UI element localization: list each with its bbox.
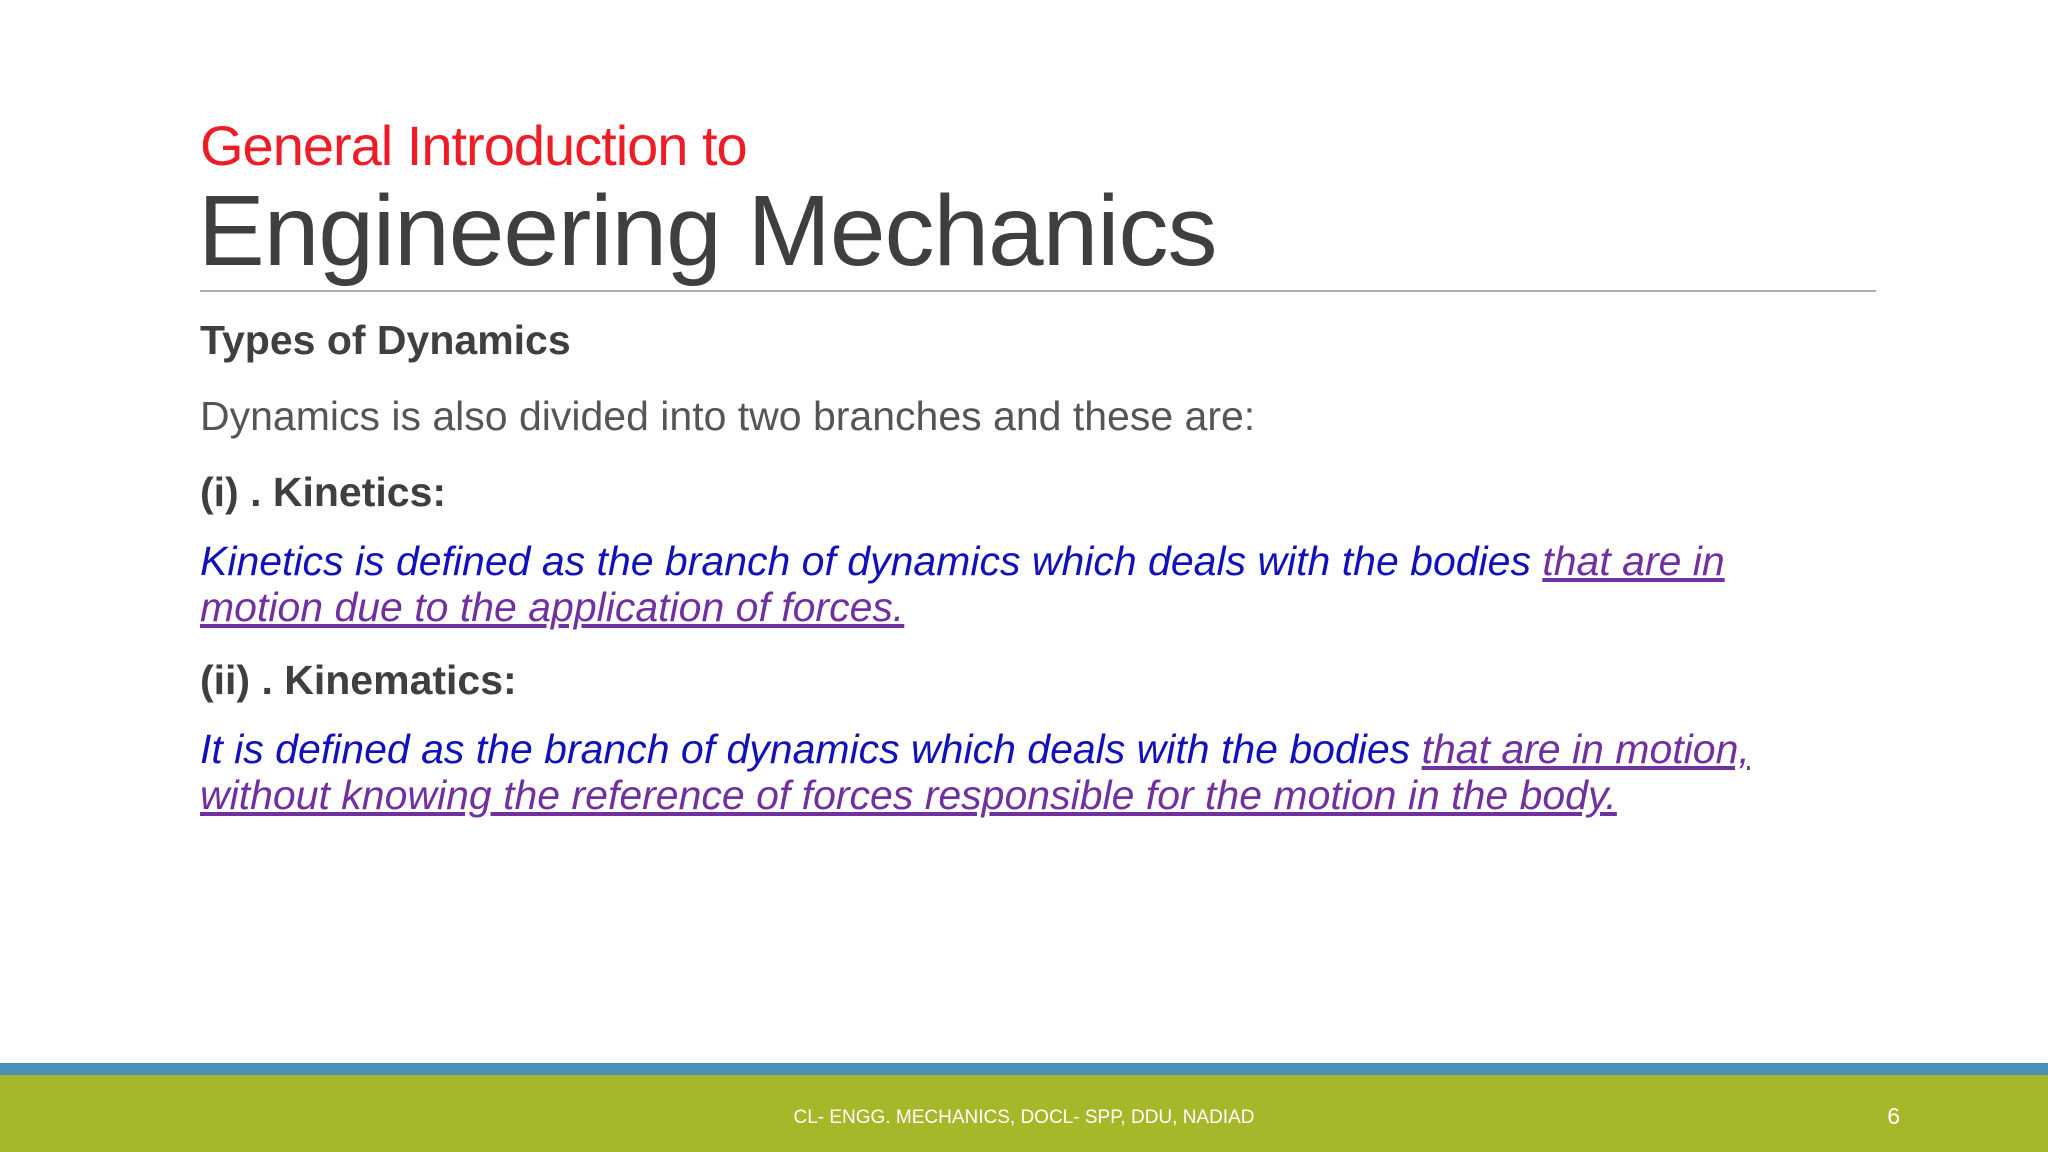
kinematics-definition-underlined: that are in motion, without knowing the reference of forces responsible for the motion in the body.: [200, 726, 1750, 818]
section-heading: Types of Dynamics: [200, 317, 571, 363]
kinetics-heading: (i) . Kinetics:: [200, 469, 447, 515]
title-prefix: General Introduction to: [200, 114, 747, 177]
slide-body: [200, 312, 1840, 818]
kinematics-definition-text: It is defined as the branch of dynamics which deals with the bodies: [200, 726, 1422, 772]
kinetics-definition-text: Kinetics is defined as the branch of dynamics which deals with the bodies: [200, 538, 1543, 584]
footer-accent-bar: [0, 1063, 2048, 1075]
kinematics-definition: [200, 726, 1840, 818]
kinematics-heading: (ii) . Kinematics:: [200, 657, 517, 703]
title-divider: [200, 290, 1876, 292]
intro-paragraph: Dynamics is also divided into two branches and these are:: [200, 393, 1256, 439]
footer-text: CL- ENGG. MECHANICS, DOCL- SPP, DDU, NADIAD: [793, 1107, 1255, 1128]
page-number: 6: [1887, 1103, 1900, 1129]
kinetics-definition: [200, 538, 1840, 630]
slide-title: Engineering Mechanics: [198, 175, 1217, 287]
kinetics-definition-underlined: that are in motion due to the application of forces.: [200, 538, 1725, 630]
